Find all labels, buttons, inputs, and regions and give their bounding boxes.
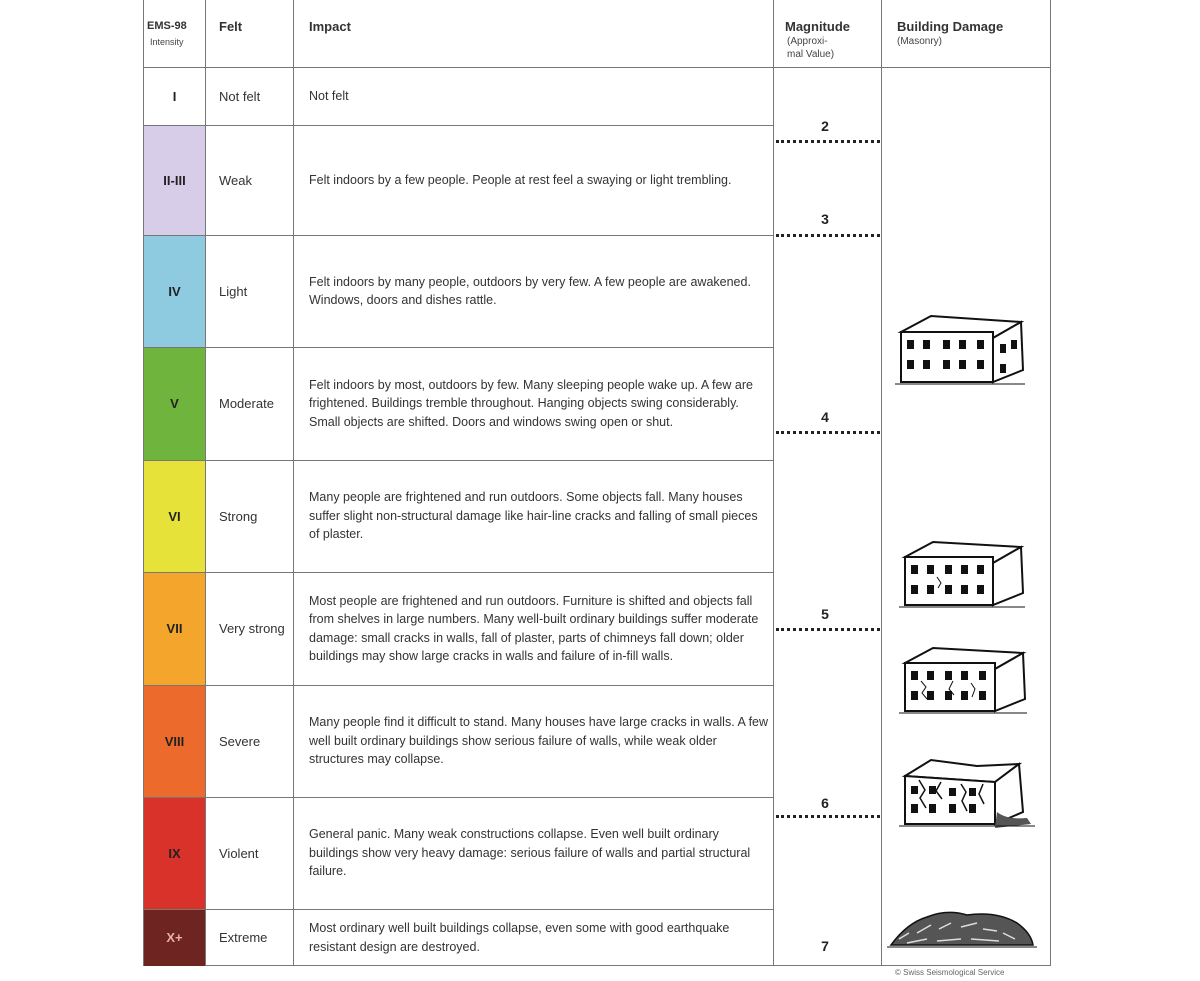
magnitude-label: 2 bbox=[821, 118, 829, 134]
column-divider bbox=[881, 0, 882, 966]
row-divider bbox=[144, 685, 774, 686]
house-moderate-damage-icon bbox=[897, 643, 1030, 718]
header-building-damage: Building Damage bbox=[897, 19, 1004, 34]
magnitude-label: 7 bbox=[821, 938, 829, 954]
header-building-damage-sub: (Masonry) bbox=[897, 36, 943, 47]
felt-cell: Moderate bbox=[219, 396, 274, 411]
table-header bbox=[143, 0, 1051, 68]
house-intact-icon bbox=[893, 310, 1028, 390]
column-divider bbox=[773, 0, 774, 966]
header-felt: Felt bbox=[219, 19, 243, 34]
row-divider bbox=[144, 347, 774, 348]
impact-cell: General panic. Many weak constructions collapse. Even well built ordinary buildings show very heavy damage: serious failure of walls and partial structural failure. bbox=[309, 827, 751, 879]
intensity-cell: IX bbox=[144, 797, 205, 909]
felt-cell: Strong bbox=[219, 508, 258, 524]
header-magnitude: Magnitude bbox=[785, 19, 850, 34]
column-divider bbox=[293, 0, 294, 966]
magnitude-dashed-line bbox=[776, 628, 880, 631]
felt-cell: Light bbox=[219, 283, 248, 299]
magnitude-label: 3 bbox=[821, 211, 829, 227]
row-divider bbox=[144, 909, 774, 910]
magnitude-label: 4 bbox=[821, 409, 829, 425]
impact-cell: Not felt bbox=[309, 89, 349, 104]
header-magnitude-sub1: (Approxi- bbox=[787, 36, 828, 47]
header-intensity-sub: Intensity bbox=[150, 37, 184, 47]
intensity-cell: IV bbox=[144, 235, 205, 347]
header-impact: Impact bbox=[309, 19, 351, 34]
intensity-cell: X+ bbox=[144, 909, 205, 966]
row-divider bbox=[144, 125, 774, 126]
row-divider bbox=[144, 572, 774, 573]
intensity-cell: II-III bbox=[144, 125, 205, 235]
magnitude-dashed-line bbox=[776, 431, 880, 434]
impact-cell: Most ordinary well built buildings collapse, even some with good earthquake resistant design are destroyed. bbox=[309, 921, 730, 954]
row-divider bbox=[144, 797, 774, 798]
intensity-cell: VIII bbox=[144, 685, 205, 797]
felt-cell: Not felt bbox=[219, 89, 261, 104]
impact-cell: Felt indoors by many people, outdoors by very few. A few people are awakened. Windows, doors and dishes rattle. bbox=[309, 274, 751, 307]
impact-cell: Most people are frightened and run outdoors. Furniture is shifted and objects fall from shelves in large numbers. Many well-built ordinary buildings suffer moderate damage: small cracks in walls, fall of plaster, parts of chimneys fall down; older buildings may show large cracks in walls and failure of in-fill walls. bbox=[309, 593, 759, 663]
magnitude-label: 5 bbox=[821, 606, 829, 622]
impact-cell: Many people find it difficult to stand. Many houses have large cracks in walls. A few well built ordinary buildings show serious failure of walls, while weak older structures may collapse. bbox=[309, 715, 769, 767]
impact-cell: Felt indoors by a few people. People at rest feel a swaying or light trembling. bbox=[309, 172, 732, 187]
intensity-cell: I bbox=[144, 68, 205, 125]
house-collapsed-icon bbox=[887, 903, 1037, 953]
impact-cell: Many people are frightened and run outdoors. Some objects fall. Many houses suffer slight non-structural damage like hair-line cracks and falling of small pieces of plaster. bbox=[309, 490, 758, 542]
felt-cell: Very strong bbox=[219, 621, 285, 636]
row-divider bbox=[144, 460, 774, 461]
house-slight-damage-icon bbox=[897, 537, 1027, 612]
magnitude-dashed-line bbox=[776, 234, 880, 237]
impact-cell: Felt indoors by most, outdoors by few. Many sleeping people wake up. A few are frightened. Buildings tremble throughout. Hanging objects swing considerably. Small objects are shifted. Doors and windows swing open or shut. bbox=[309, 377, 754, 429]
row-divider bbox=[144, 235, 774, 236]
copyright-credit: © Swiss Seismological Service bbox=[895, 968, 1005, 977]
intensity-cell: V bbox=[144, 347, 205, 460]
magnitude-label: 6 bbox=[821, 795, 829, 811]
header-intensity: EMS-98 bbox=[147, 20, 187, 32]
felt-cell: Extreme bbox=[219, 930, 268, 945]
house-heavy-damage-icon bbox=[897, 752, 1037, 832]
header-magnitude-sub2: mal Value) bbox=[787, 49, 835, 60]
magnitude-dashed-line bbox=[776, 140, 880, 143]
felt-cell: Weak bbox=[219, 172, 252, 188]
felt-cell: Violent bbox=[219, 845, 259, 861]
felt-cell: Severe bbox=[219, 733, 261, 749]
column-divider bbox=[205, 0, 206, 966]
intensity-cell: VI bbox=[144, 460, 205, 572]
intensity-cell: VII bbox=[144, 572, 205, 685]
magnitude-dashed-line bbox=[776, 815, 880, 818]
